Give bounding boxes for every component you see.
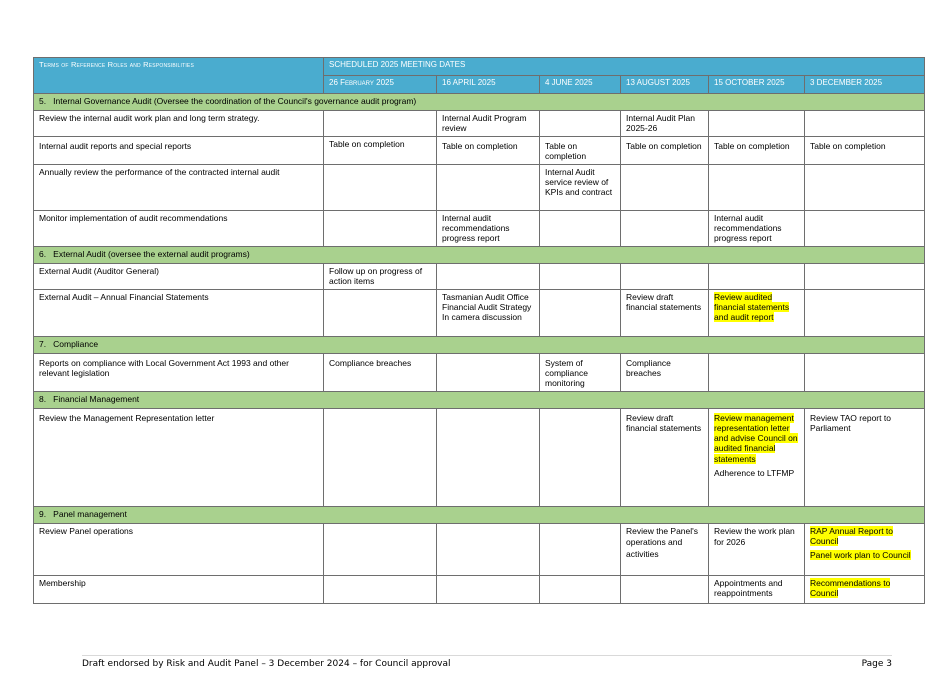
oct-cell — [709, 408, 805, 506]
jun-cell — [540, 263, 621, 289]
apr-cell — [437, 289, 540, 336]
date-header-aug: 13 AUGUST 2025 — [621, 76, 709, 94]
dec-cell — [805, 523, 925, 575]
section-row-7 — [34, 336, 925, 353]
task-cell: Monitor implementation of audit recommendations — [34, 210, 324, 246]
jun-cell — [540, 408, 621, 506]
dec-cell — [805, 575, 925, 603]
section-row-6 — [34, 246, 925, 263]
highlighted-text: Recommendations to Council — [810, 577, 891, 598]
task-cell: Membership — [34, 575, 324, 603]
jun-cell — [540, 575, 621, 603]
section-row-9 — [34, 506, 925, 523]
table-row — [34, 289, 925, 336]
page-number: Page 3 — [861, 659, 892, 669]
oct-cell — [709, 289, 805, 336]
task-cell: Review the internal audit work plan and long term strategy. — [34, 111, 324, 137]
oct-cell: Appointments and reappointments — [709, 575, 805, 603]
dec-cell — [805, 353, 925, 391]
aug-cell: Table on completion — [621, 136, 709, 164]
dec-cell — [805, 164, 925, 210]
feb-cell — [324, 164, 437, 210]
meeting-schedule-table — [33, 57, 925, 604]
feb-cell — [324, 523, 437, 575]
table-row — [34, 353, 925, 391]
aug-cell: Review draft financial statements — [621, 408, 709, 506]
scheduled-dates-header: SCHEDULED 2025 MEETING DATES — [324, 58, 925, 76]
date-header-feb: 26 February 2025 — [324, 76, 437, 94]
oct-cell — [709, 353, 805, 391]
feb-cell: Compliance breaches — [324, 353, 437, 391]
aug-cell — [621, 575, 709, 603]
task-cell: External Audit – Annual Financial Statements — [34, 289, 324, 336]
apr-cell — [437, 575, 540, 603]
dec-cell — [805, 263, 925, 289]
highlighted-text: RAP Annual Report to Council — [810, 525, 894, 546]
header-row-1 — [34, 58, 925, 76]
oct-cell: Internal audit recommendations progress report — [709, 210, 805, 246]
apr-cell — [437, 164, 540, 210]
section-title-financial-management: 8. Financial Management — [34, 391, 925, 408]
jun-cell — [540, 523, 621, 575]
ltfmp-text: Adherence to LTFMP — [714, 468, 795, 479]
task-cell: Annually review the performance of the contracted internal audit — [34, 164, 324, 210]
section-title-external-audit: 6. External Audit (oversee the external audit programs) — [34, 246, 925, 263]
task-cell: Review Panel operations — [34, 523, 324, 575]
section-title-panel-management: 9. Panel management — [34, 506, 925, 523]
section-row-8 — [34, 391, 925, 408]
aug-cell: Compliance breaches — [621, 353, 709, 391]
date-header-oct: 15 OCTOBER 2025 — [709, 76, 805, 94]
table-row — [34, 575, 925, 603]
task-cell: External Audit (Auditor General) — [34, 263, 324, 289]
apr-cell: Internal Audit Program review — [437, 111, 540, 137]
oct-cell — [709, 111, 805, 137]
apr-audit-strategy: Tasmanian Audit Office Financial Audit Strategy — [442, 291, 532, 312]
jun-cell: Table on completion — [540, 136, 621, 164]
aug-cell — [621, 210, 709, 246]
feb-cell: Follow up on progress of action items — [324, 263, 437, 289]
table-row — [34, 210, 925, 246]
feb-cell: Table on completion — [324, 136, 437, 164]
terms-of-reference-header: Terms of Reference Roles and Responsibilities — [34, 58, 324, 94]
task-cell: Internal audit reports and special reports — [34, 136, 324, 164]
footer-draft-note: Draft endorsed by Risk and Audit Panel – 3 December 2024 – for Council approval — [82, 659, 451, 669]
feb-cell — [324, 408, 437, 506]
dec-cell — [805, 111, 925, 137]
dec-cell: Table on completion — [805, 136, 925, 164]
table-row — [34, 111, 925, 137]
apr-in-camera: In camera discussion — [442, 312, 522, 323]
highlighted-text: Panel work plan to Council — [810, 550, 911, 561]
jun-cell — [540, 289, 621, 336]
highlighted-text: Review management representation letter and advise Council on audited financial statements — [714, 412, 798, 464]
oct-cell: Table on completion — [709, 136, 805, 164]
date-header-jun: 4 JUNE 2025 — [540, 76, 621, 94]
apr-cell — [437, 408, 540, 506]
aug-cell — [621, 164, 709, 210]
table-row — [34, 164, 925, 210]
jun-cell — [540, 111, 621, 137]
section-title-compliance: 7. Compliance — [34, 336, 925, 353]
jun-cell: Internal Audit service review of KPIs and contract — [540, 164, 621, 210]
jun-cell: System of compliance monitoring — [540, 353, 621, 391]
date-header-apr: 16 APRIL 2025 — [437, 76, 540, 94]
feb-cell — [324, 289, 437, 336]
oct-cell — [709, 263, 805, 289]
jun-cell — [540, 210, 621, 246]
date-header-dec: 3 DECEMBER 2025 — [805, 76, 925, 94]
apr-cell: Table on completion — [437, 136, 540, 164]
oct-cell — [709, 164, 805, 210]
table-row — [34, 408, 925, 506]
section-row-5 — [34, 94, 925, 111]
dec-cell — [805, 210, 925, 246]
task-cell: Reports on compliance with Local Government Act 1993 and other relevant legislation — [34, 353, 324, 391]
section-title-internal-governance-audit: 5. Internal Governance Audit (Oversee the coordination of the Council's governance audit program) — [34, 94, 925, 111]
dec-cell: Review TAO report to Parliament — [805, 408, 925, 506]
dec-cell — [805, 289, 925, 336]
aug-cell: Review the Panel's operations and activities — [621, 523, 709, 575]
apr-cell — [437, 263, 540, 289]
table-row — [34, 263, 925, 289]
oct-cell: Review the work plan for 2026 — [709, 523, 805, 575]
highlighted-text: Review audited financial statements and audit report — [714, 291, 790, 323]
apr-cell — [437, 523, 540, 575]
table-row — [34, 136, 925, 164]
footer-divider — [82, 655, 892, 656]
aug-cell: Internal Audit Plan 2025-26 — [621, 111, 709, 137]
feb-cell — [324, 210, 437, 246]
aug-cell — [621, 263, 709, 289]
apr-cell — [437, 353, 540, 391]
apr-cell: Internal audit recommendations progress report — [437, 210, 540, 246]
feb-cell — [324, 575, 437, 603]
task-cell: Review the Management Representation letter — [34, 408, 324, 506]
aug-cell: Review draft financial statements — [621, 289, 709, 336]
table-row — [34, 523, 925, 575]
feb-cell — [324, 111, 437, 137]
